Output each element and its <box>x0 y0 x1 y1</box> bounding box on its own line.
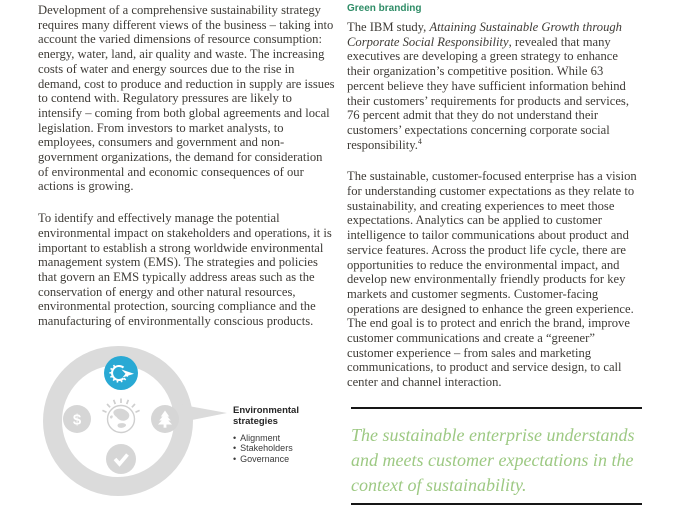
divider-rule-bottom <box>351 503 642 505</box>
tree-icon <box>151 405 179 433</box>
section-heading: Green branding <box>347 3 422 14</box>
paragraph-text: The IBM study, <box>347 20 430 34</box>
gear-arrow-icon <box>104 356 138 390</box>
body-paragraph: To identify and effectively manage the potential environmental impact on stakeholders and operations, it is important to establish a strong worldwide environmental management system (EMS). The strategies and policies that govern an EMS typically address areas such as the conservation of energy and other natural resources, environmental protection, sourcing compliance and the manufacturing of environmentally conscious products. <box>38 211 332 329</box>
callout-bullet-list <box>233 433 315 464</box>
callout-bullet-item: • Stakeholders <box>233 443 293 454</box>
paragraph-text: , revealed that many executives are developing a green strategy to enhance their organization’s competitive position. While 63 percent believe they have sufficient information behind their customers’ requirements for products and services, 76 percent admit that they do not understand their customers’ expectations concerning corporate social responsibility. <box>347 34 629 152</box>
callout-pointer <box>172 403 227 424</box>
bullet-icon: • <box>233 433 237 443</box>
bullet-icon: • <box>233 453 237 464</box>
body-paragraph: Development of a comprehensive sustainability strategy requires many different views of the business – taking into account the varied dimensions of resource consumption: energy, water, land, air quality and waste. The increasing costs of water and energy sources due to the rise in demand, cost to produce and reduction in supply are issues to contend with. Regulatory pressures are likely to intensify – coming from both global agreements and local legislation. From investors to market analysts, to employees, consumers and government and non-government organizations, the demand for consideration of environmental and economic consequences of our actions is growing. <box>38 3 335 194</box>
body-paragraph <box>347 20 643 152</box>
right-column <box>347 0 643 390</box>
callout-title: Environmental strategies <box>233 405 299 427</box>
bullet-icon: • <box>233 443 237 454</box>
left-column <box>38 3 335 329</box>
callout-bullet-item: • Governance <box>233 453 290 464</box>
divider-rule-top <box>351 407 642 409</box>
body-paragraph: The sustainable, customer-focused enterprise has a vision for understanding customer expectations as they relate to sustainability, and creating experiences to meet those expectations. Analytics can be applied to customer intelligence to tailor communications about product and service features. Across the product life cycle, there are opportunities to reduce the environmental impact, and develop new environmentally friendly products for key markets and customer segments. Customer-facing operations are designed to enhance the green experience. The end goal is to protect and enrich the brand, improve customer communications and create a “greener” customer experience – from sales and marketing communications, to product and service design, to call center and channel interaction. <box>347 169 637 390</box>
callout-bullet-item: • Alignment <box>233 433 281 443</box>
checkmark-icon <box>106 444 136 474</box>
svg-text:$: $ <box>72 411 82 429</box>
study-title: Attaining Sustainable Growth through Corporate Social Responsibility <box>347 20 622 49</box>
footnote-marker: 4 <box>417 136 422 146</box>
dollar-icon <box>63 405 91 433</box>
callout-label <box>233 405 315 464</box>
globe-rays-icon <box>102 399 139 433</box>
pull-quote: The sustainable enterprise understands and meets customer expectations in the context of sustainability. <box>351 425 635 495</box>
